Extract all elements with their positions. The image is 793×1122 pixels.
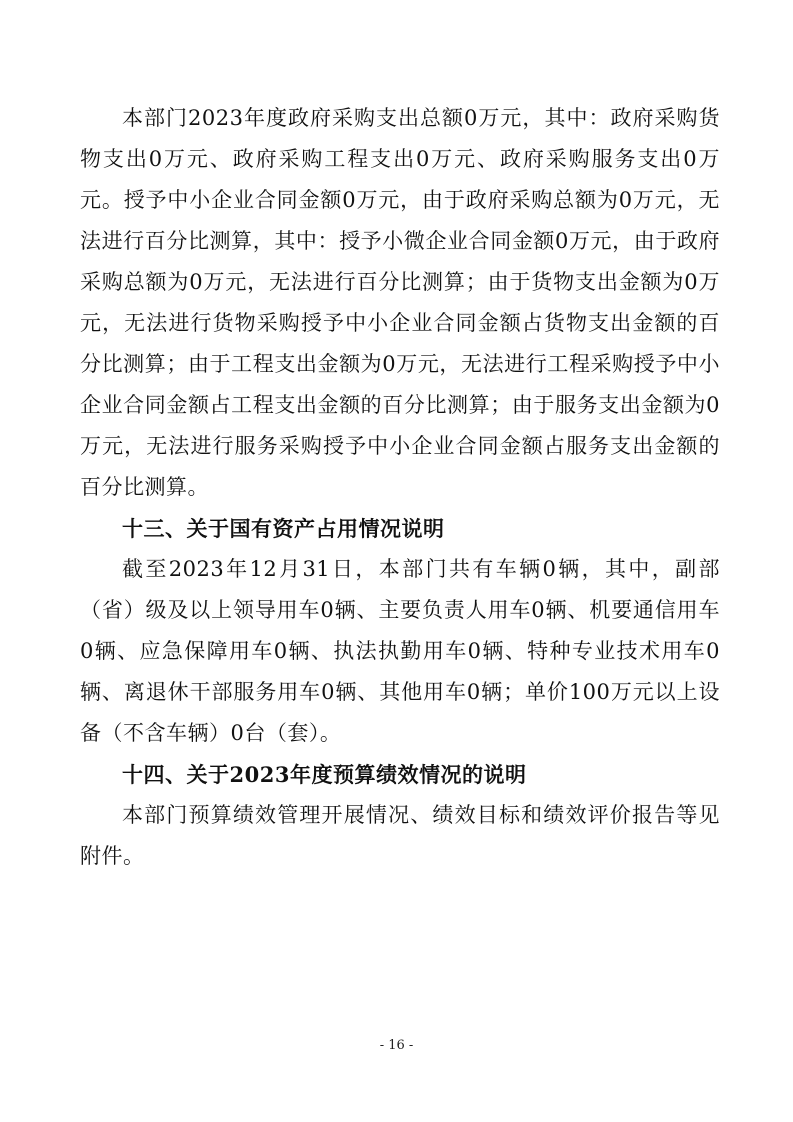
section-14-heading: 十四、关于2023年度预算绩效情况的说明 [122, 762, 527, 787]
assets-paragraph: 截至2023年12月31日，本部门共有车辆0辆，其中，副部（省）级及以上领导用车0辆、主要负责人用车0辆、机要通信用车0辆、应急保障用车0辆、执法执勤用车0辆、特种专业技术用车0辆、离退休干部服务用车0辆、其他用车0辆；单价100万元以上设备（不含车辆）0台（套）。 [80, 557, 720, 745]
procurement-paragraph: 本部门2023年度政府采购支出总额0万元，其中：政府采购货物支出0万元、政府采购工程支出0万元、政府采购服务支出0万元。授予中小企业合同金额0万元，由于政府采购总额为0万元，无法进行百分比测算，其中：授予小微企业合同金额0万元，由于政府采购总额为0万元，无法进行百分比测算；由于货物支出金额为0万元，无法进行货物采购授予中小企业合同金额占货物支出金额的百分比测算；由于工程支出金额为0万元，无法进行工程采购授予中小企业合同金额占工程支出金额的百分比测算；由于服务支出金额为0万元，无法进行服务采购授予中小企业合同金额占服务支出金额的百分比测算。 [80, 106, 720, 499]
document-body [80, 98, 720, 877]
performance-paragraph: 本部门预算绩效管理开展情况、绩效目标和绩效评价报告等见附件。 [80, 803, 720, 868]
section-13-heading: 十三、关于国有资产占用情况说明 [122, 516, 445, 541]
page-number: - 16 - [379, 1038, 414, 1053]
